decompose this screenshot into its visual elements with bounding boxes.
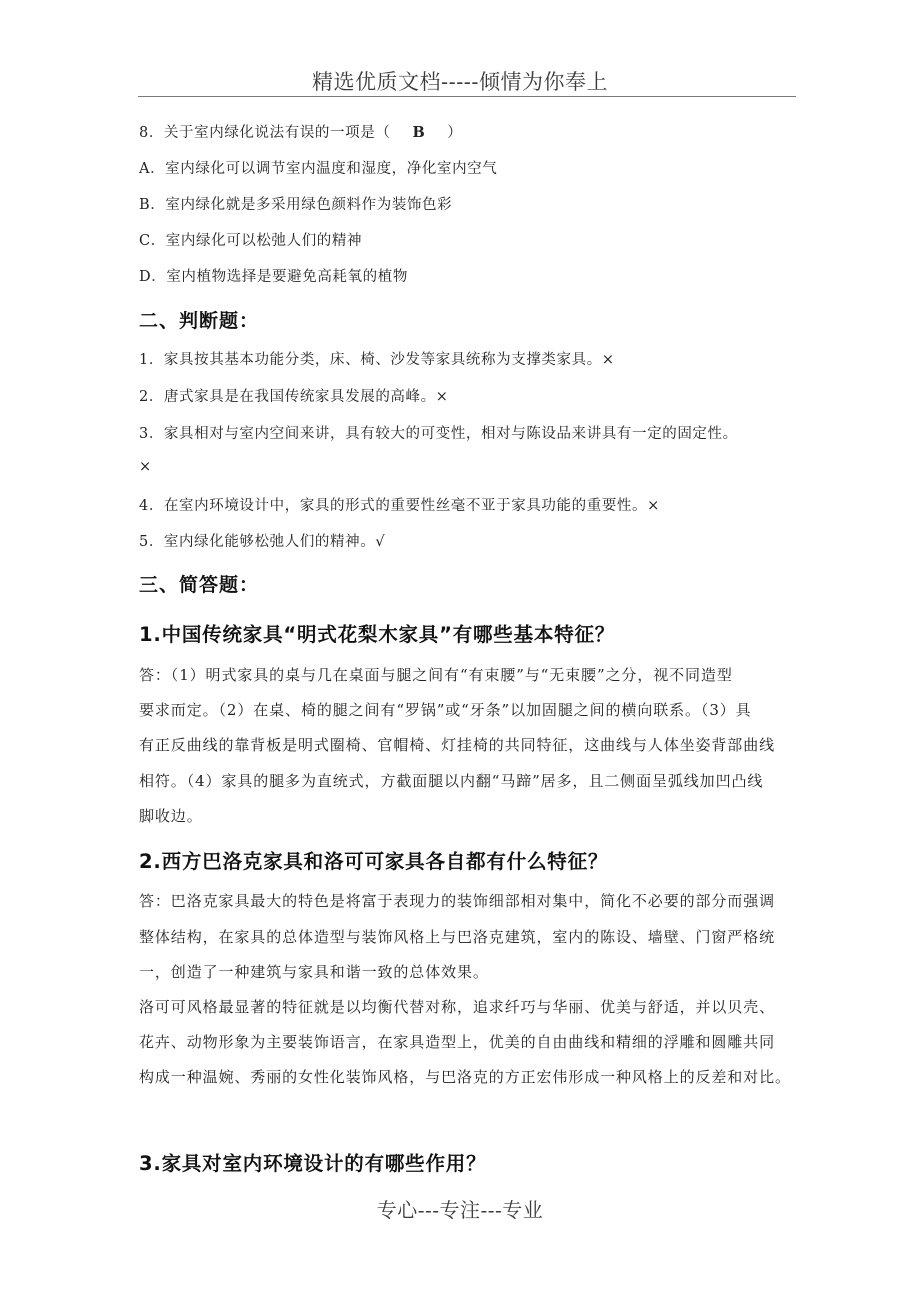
short-answer-q2-line-4: 洛可可风格最显著的特征就是以均衡代替对称，追求纤巧与华丽、优美与舒适，并以贝壳、: [139, 998, 776, 1016]
short-answer-q3-title: 3.家具对室内环境设计的有哪些作用？: [139, 1152, 487, 1175]
short-answer-q2-line-5: 花卉、动物形象为主要装饰语言，在家具造型上，优美的自由曲线和精细的浮雕和圆雕共同: [139, 1033, 776, 1051]
short-answer-q1-line-3: 有正反曲线的靠背板是明式圈椅、官帽椅、灯挂椅的共同特征，这曲线与人体坐姿背部曲线: [139, 736, 776, 754]
judgment-section-heading: 二、判断题：: [139, 310, 260, 332]
question-8-option-c: C．室内绿化可以松弛人们的精神: [139, 233, 363, 249]
short-answer-q1-title: 1.中国传统家具“明式花梨木家具”有哪些基本特征？: [139, 623, 616, 646]
question-8-prompt: [139, 121, 462, 142]
question-8-option-a: A．室内绿化可以调节室内温度和湿度，净化室内空气: [139, 161, 498, 177]
page-footer: 专心---专注---专业: [376, 1198, 544, 1222]
judgment-item-4: 4．在室内环境设计中，家具的形式的重要性丝毫不亚于家具功能的重要性。×: [139, 498, 660, 514]
page-header-title: 精选优质文档-----倾情为你奉上: [312, 70, 608, 94]
short-answer-q1-line-4: 相符。（4）家具的腿多为直统式，方截面腿以内翻“马蹄”居多，且二侧面呈弧线加凹凸线: [139, 772, 764, 790]
header-divider: [138, 96, 796, 97]
question-8-answer: B: [412, 124, 426, 141]
question-8-option-d: D．室内植物选择是要避免高耗氧的植物: [139, 269, 408, 285]
short-answer-q1-line-5: 脚收边。: [139, 807, 203, 825]
short-answer-q2-line-2: 整体结构，在家具的总体造型与装饰风格上与巴洛克建筑，室内的陈设、墙壁、门窗严格统: [139, 928, 776, 946]
short-answer-q2-line-6: 构成一种温婉、秀丽的女性化装饰风格，与巴洛克的方正宏伟形成一种风格上的反差和对比。: [139, 1068, 791, 1086]
short-answer-q1-line-2: 要求而定。（2）在桌、椅的腿之间有“罗锅”或“牙条”以加固腿之间的横向联系。（3）具: [139, 701, 752, 719]
short-answer-q2-title: 2.西方巴洛克家具和洛可可家具各自都有什么特征？: [139, 850, 609, 873]
judgment-item-3: 3．家具相对与室内空间来讲，具有较大的可变性，相对与陈设品来讲具有一定的固定性。: [139, 426, 738, 442]
judgment-item-5: 5．室内绿化能够松弛人们的精神。√: [139, 534, 386, 550]
short-answer-q1-line-1: 答：（1）明式家具的桌与几在桌面与腿之间有“有束腰”与“无束腰”之分，视不同造型: [139, 666, 733, 684]
judgment-item-1: 1．家具按其基本功能分类，床、椅、沙发等家具统称为支撑类家具。×: [139, 352, 615, 368]
short-answer-section-heading: 三、简答题：: [139, 574, 260, 596]
judgment-item-2: 2．唐式家具是在我国传统家具发展的高峰。×: [139, 389, 449, 405]
question-8-option-b: B．室内绿化就是多采用绿色颜料作为装饰色彩: [139, 197, 453, 213]
question-8-prompt-close: ）: [447, 125, 463, 141]
judgment-item-3-mark: ×: [139, 459, 152, 475]
short-answer-q2-line-3: 一，创造了一种建筑与家具和谐一致的总体效果。: [139, 963, 489, 981]
short-answer-q2-line-1: 答：巴洛克家具最大的特色是将富于表现力的装饰细部相对集中，简化不必要的部分而强调: [139, 892, 776, 910]
question-8-prompt-text: 8．关于室内绿化说法有误的一项是（: [139, 125, 391, 141]
